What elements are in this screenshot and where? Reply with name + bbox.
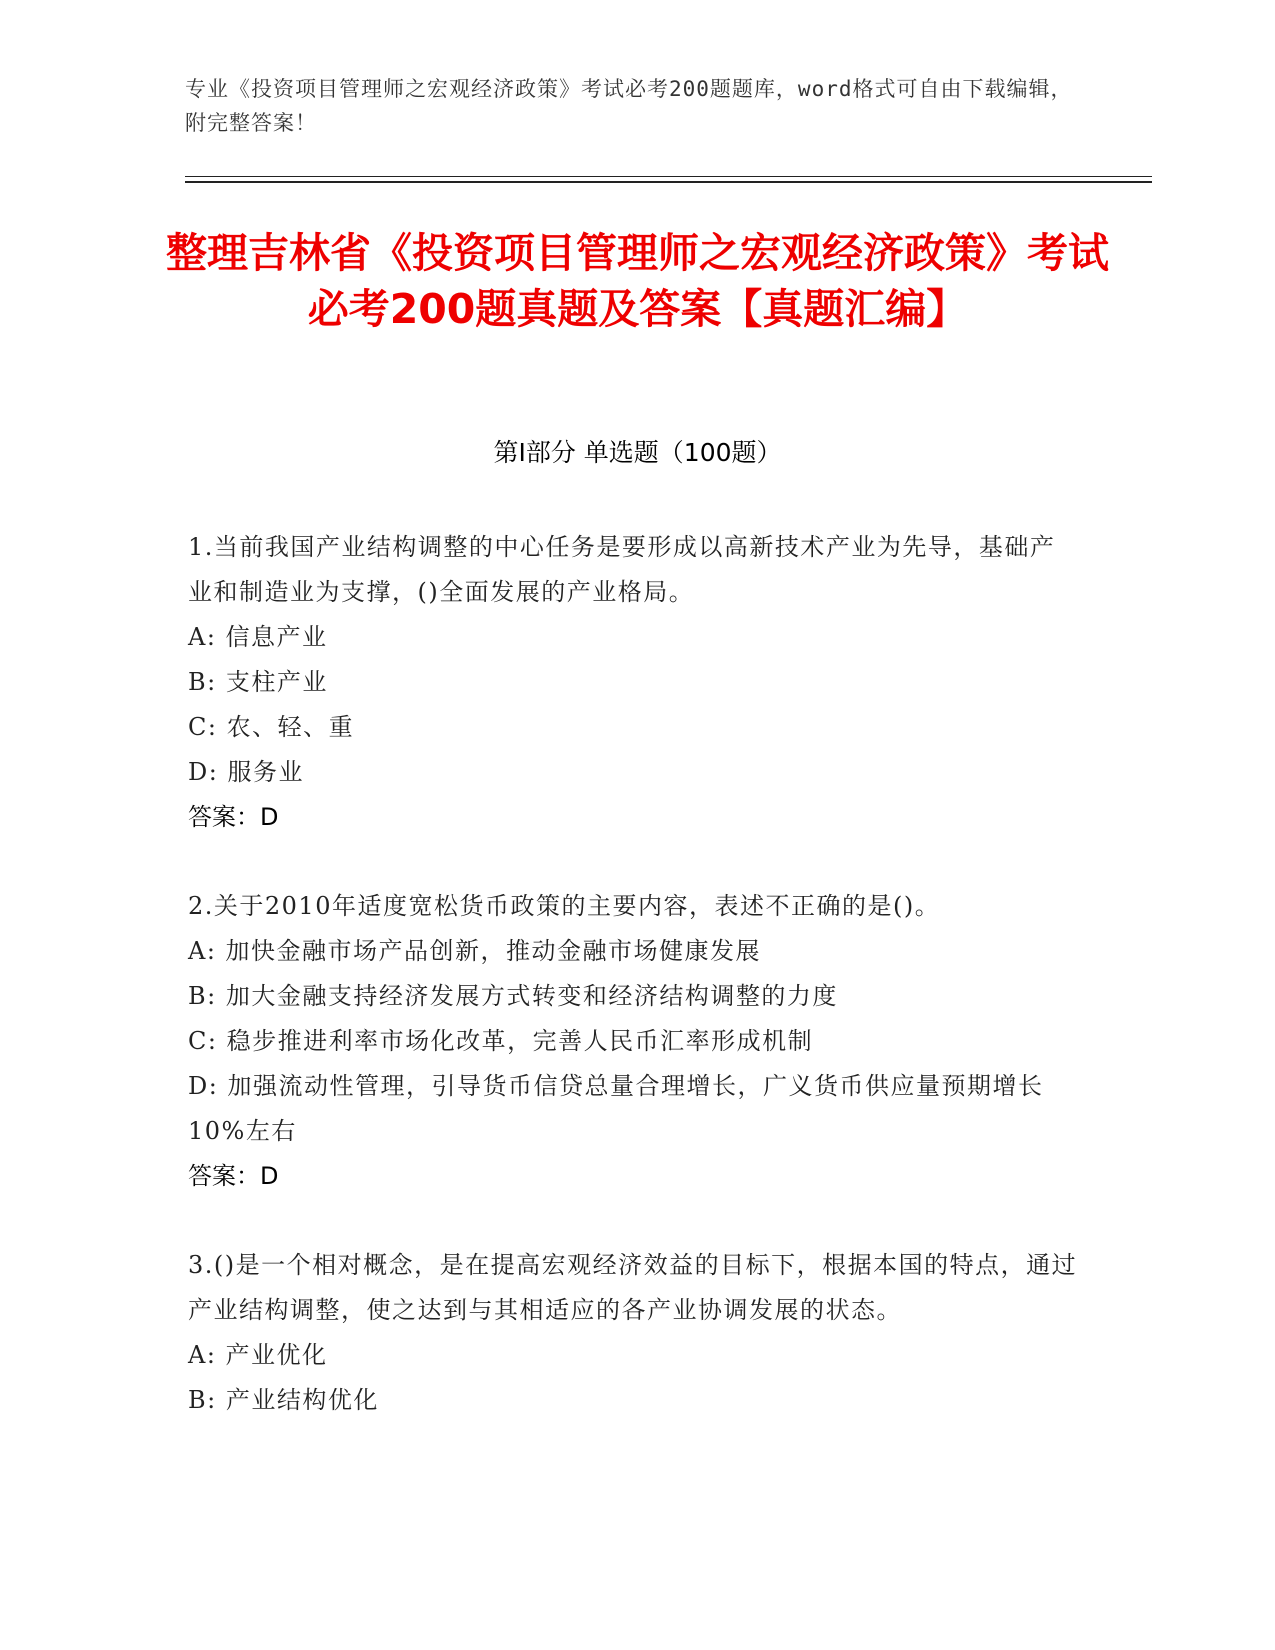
- question-option-d: D: 服务业: [188, 758, 304, 786]
- question-option-b: B: 加大金融支持经济发展方式转变和经济结构调整的力度: [188, 982, 838, 1010]
- question-answer: 答案：D: [188, 1162, 279, 1190]
- question-list: [188, 525, 1078, 1467]
- header-divider-thin: [185, 176, 1152, 177]
- question-option-a: A: 产业优化: [188, 1341, 328, 1369]
- question-option-b: B: 支柱产业: [188, 668, 328, 696]
- header-note: 专业《投资项目管理师之宏观经济政策》考试必考200题题库，word格式可自由下载编辑，附完整答案！: [185, 77, 1073, 135]
- question-option-d: D: 加强流动性管理，引导货币信贷总量合理增长，广义货币供应量预期增长10%左右: [188, 1072, 1044, 1145]
- question-stem: 1.当前我国产业结构调整的中心任务是要形成以高新技术产业为先导，基础产业和制造业为支撑，()全面发展的产业格局。: [188, 533, 1056, 606]
- question-stem: 2.关于2010年适度宽松货币政策的主要内容，表述不正确的是()。: [188, 892, 941, 920]
- question-item: [188, 1243, 1078, 1423]
- header-divider-thick: [185, 181, 1152, 183]
- question-option-b: B: 产业结构优化: [188, 1386, 379, 1414]
- section-title: 第I部分 单选题（100题）: [493, 438, 782, 467]
- question-option-c: C: 农、轻、重: [188, 713, 355, 741]
- question-item: [188, 884, 1078, 1199]
- document-title: 整理吉林省《投资项目管理师之宏观经济政策》考试必考200题真题及答案【真题汇编】: [166, 229, 1109, 333]
- question-answer: 答案：D: [188, 803, 279, 831]
- question-option-a: A: 信息产业: [188, 623, 328, 651]
- question-item: [188, 525, 1078, 840]
- question-option-a: A: 加快金融市场产品创新，推动金融市场健康发展: [188, 937, 762, 965]
- question-stem: 3.()是一个相对概念，是在提高宏观经济效益的目标下，根据本国的特点，通过产业结构调整，使之达到与其相适应的各产业协调发展的状态。: [188, 1251, 1078, 1324]
- question-option-c: C: 稳步推进利率市场化改革，完善人民币汇率形成机制: [188, 1027, 814, 1055]
